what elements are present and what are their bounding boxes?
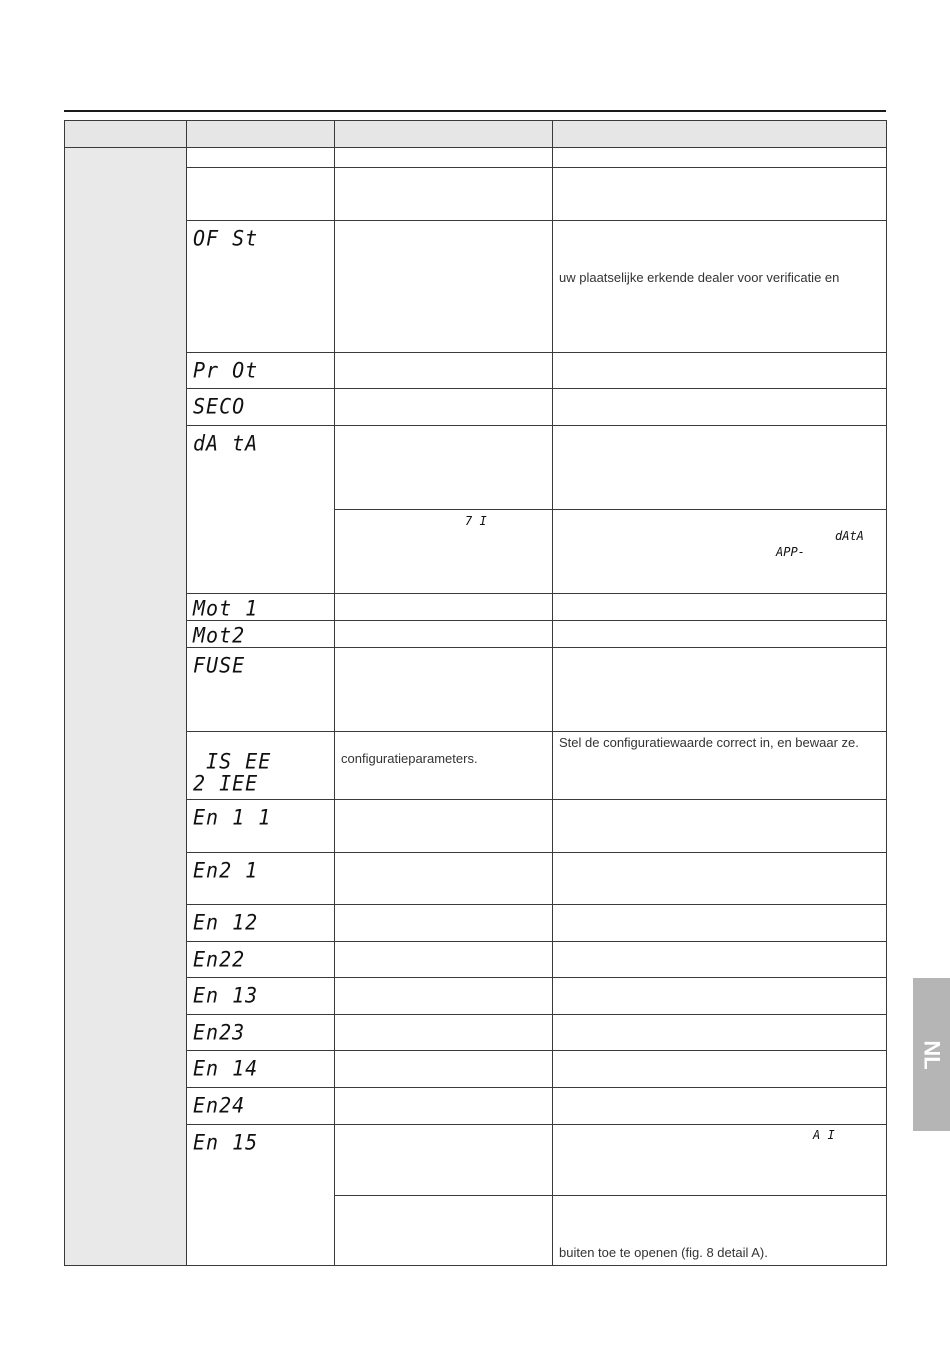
cause-cell: [335, 1088, 553, 1125]
header-cell: [65, 121, 187, 148]
table-row: [65, 1015, 887, 1051]
fix-cell: [553, 510, 887, 594]
fix-cell: [553, 426, 887, 510]
cause-cell: [335, 594, 553, 621]
code-cell: [187, 389, 335, 426]
display-code: IS EE: [193, 748, 272, 774]
cause-cell: [335, 621, 553, 648]
code-cell: [187, 1125, 335, 1266]
display-code: En24: [193, 1092, 246, 1118]
display-code: En 1 1: [193, 804, 272, 830]
display-code: En2 1: [193, 857, 259, 883]
fix-cell: [553, 905, 887, 942]
fix-cell: [553, 648, 887, 732]
cause-cell: [335, 648, 553, 732]
table-row: [65, 168, 887, 221]
inline-code: 7 I: [465, 514, 487, 528]
cause-cell: [335, 732, 553, 800]
inline-code: dAtA: [835, 529, 864, 543]
code-cell: [187, 1015, 335, 1051]
cause-cell: [335, 853, 553, 905]
code-cell: [187, 1051, 335, 1088]
code-cell: [187, 1088, 335, 1125]
category-cell: [65, 148, 187, 1266]
table-row: [65, 594, 887, 621]
fix-cell: [553, 221, 887, 353]
code-cell: [187, 168, 335, 221]
fix-cell: [553, 168, 887, 221]
fix-cell: [553, 978, 887, 1015]
code-cell: [187, 800, 335, 853]
display-code: SECO: [193, 393, 246, 419]
fix-cell: [553, 1088, 887, 1125]
table-row: [65, 621, 887, 648]
table-row: [65, 426, 887, 510]
error-table: [64, 120, 887, 1266]
fix-cell: [553, 1196, 887, 1266]
code-cell: [187, 732, 335, 800]
table-header-row: [65, 121, 887, 148]
table-row: [65, 732, 887, 800]
cause-cell: [335, 1196, 553, 1266]
cause-cell: [335, 800, 553, 853]
cause-cell: [335, 978, 553, 1015]
cause-cell: [335, 426, 553, 510]
fix-cell: [553, 1051, 887, 1088]
fix-text: uw plaatselijke erkende dealer voor verificatie en: [559, 270, 840, 285]
cause-cell: [335, 168, 553, 221]
display-code: Mot2: [193, 622, 246, 648]
fix-cell: [553, 853, 887, 905]
fix-cell: [553, 148, 887, 168]
cause-cell: [335, 1051, 553, 1088]
display-code: FUSE: [193, 652, 246, 678]
code-cell: [187, 148, 335, 168]
table-row: [65, 853, 887, 905]
inline-code: A I: [813, 1128, 835, 1142]
code-cell: [187, 942, 335, 978]
header-cell: [187, 121, 335, 148]
code-cell: [187, 648, 335, 732]
cause-cell: [335, 1125, 553, 1196]
fix-cell: [553, 1125, 887, 1196]
cause-cell: [335, 148, 553, 168]
fix-cell: [553, 942, 887, 978]
cause-cell: [335, 1015, 553, 1051]
fix-text: Stel de configuratiewaarde correct in, en bewaar ze.: [559, 735, 859, 750]
fix-cell: [553, 800, 887, 853]
fix-cell: [553, 594, 887, 621]
table-row: [65, 905, 887, 942]
display-code: Mot 1: [193, 595, 259, 621]
inline-code: APP-: [776, 545, 805, 559]
cause-text: configuratieparameters.: [341, 751, 478, 766]
display-code: En23: [193, 1019, 246, 1045]
fix-cell: [553, 389, 887, 426]
code-cell: [187, 621, 335, 648]
cause-cell: [335, 221, 553, 353]
display-code: En22: [193, 946, 246, 972]
table-row: [65, 1125, 887, 1196]
table-row: [65, 1088, 887, 1125]
cause-cell: [335, 353, 553, 389]
code-cell: [187, 353, 335, 389]
display-code: OF St: [193, 225, 259, 251]
cause-cell: [335, 942, 553, 978]
table-row: [65, 1051, 887, 1088]
display-code: En 14: [193, 1055, 259, 1081]
code-cell: [187, 426, 335, 594]
table-row: [65, 942, 887, 978]
display-code: En 13: [193, 982, 259, 1008]
table-row: [65, 978, 887, 1015]
table-row: [65, 800, 887, 853]
table-row: [65, 221, 887, 353]
code-cell: [187, 221, 335, 353]
code-cell: [187, 853, 335, 905]
header-cell: [553, 121, 887, 148]
fix-cell: [553, 1015, 887, 1051]
table-row: [65, 353, 887, 389]
table-row: [65, 648, 887, 732]
language-tab-label: NL: [919, 1039, 945, 1070]
language-tab: [913, 978, 950, 1131]
header-cell: [335, 121, 553, 148]
display-code: En 15: [193, 1129, 259, 1155]
cause-cell: [335, 389, 553, 426]
code-cell: [187, 905, 335, 942]
fix-cell: [553, 621, 887, 648]
table-row: [65, 148, 887, 168]
table-row: [65, 389, 887, 426]
code-cell: [187, 978, 335, 1015]
code-cell: [187, 594, 335, 621]
display-code: dA tA: [193, 430, 259, 456]
display-code: Pr Ot: [193, 357, 259, 383]
header-rule: [64, 110, 886, 112]
fix-cell: [553, 732, 887, 800]
display-code: En 12: [193, 909, 259, 935]
fix-text: buiten toe te openen (fig. 8 detail A).: [559, 1245, 768, 1260]
cause-cell: [335, 510, 553, 594]
cause-cell: [335, 905, 553, 942]
fix-cell: [553, 353, 887, 389]
display-code: 2 IEE: [193, 770, 259, 796]
